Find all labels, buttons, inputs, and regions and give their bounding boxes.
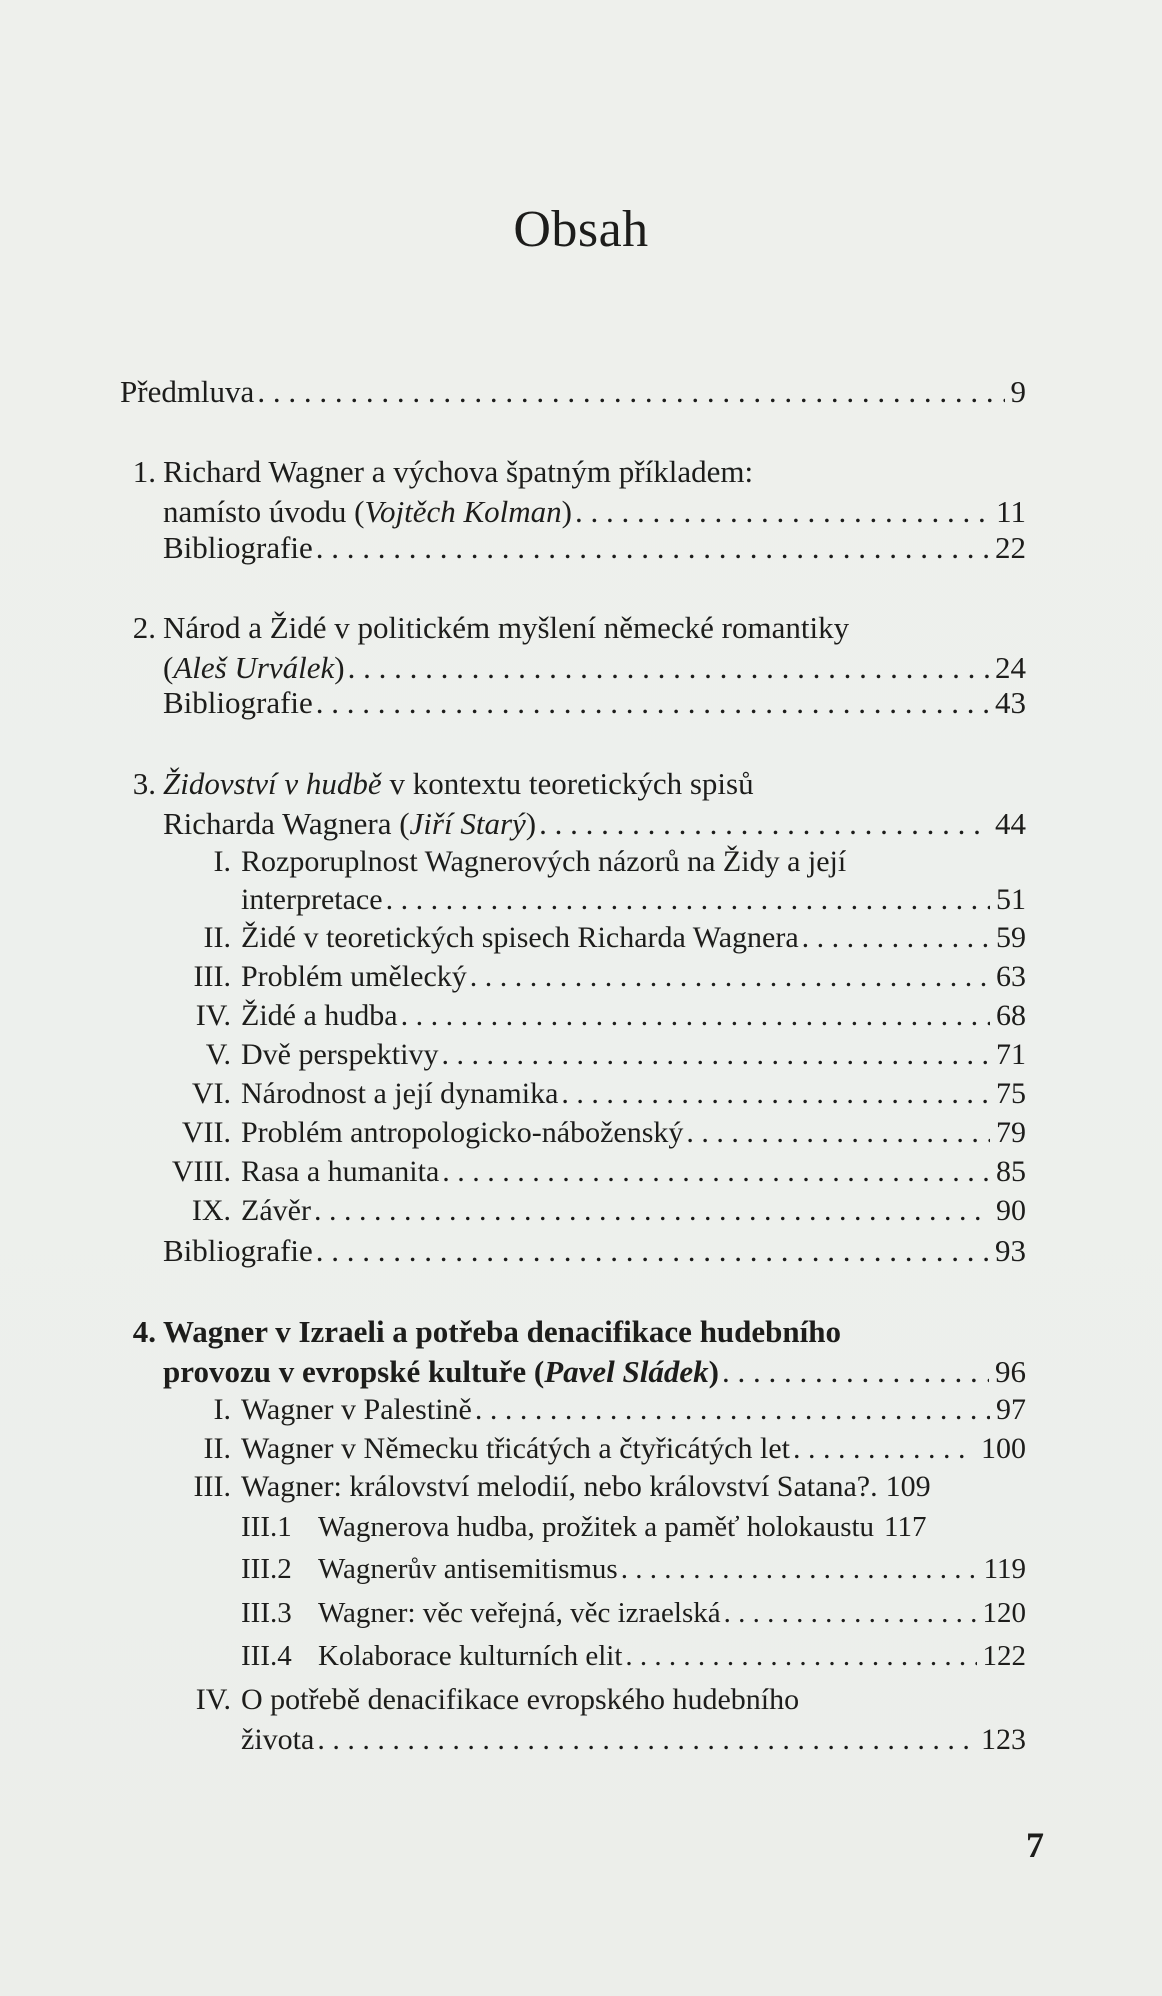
chapter-title-line: Wagner v Izraeli a potřeba denacifikace hudebního xyxy=(163,1314,842,1349)
section-number: VII. xyxy=(181,1116,231,1149)
section-number: III. xyxy=(193,1470,231,1503)
toc-entry-page: 11 xyxy=(996,494,1026,529)
toc-entry-label: Rasa a humanita xyxy=(241,1155,440,1188)
toc-entry-page: 117 xyxy=(884,1511,927,1543)
section-number: IV. xyxy=(195,999,231,1032)
toc-entry-label: Dvě perspektivy xyxy=(241,1038,439,1071)
leader-dots xyxy=(561,1074,990,1114)
toc-entry-page: 122 xyxy=(982,1640,1026,1672)
subsection-number: III.4 xyxy=(241,1640,292,1672)
section-title-line: interpretace xyxy=(241,883,383,916)
toc-entry-section xyxy=(241,1467,1026,1507)
toc-entry-page: 85 xyxy=(996,1155,1026,1188)
toc-entry-label: Wagner v Německu třicátých a čtyřicátých let xyxy=(241,1432,790,1465)
leader-dots xyxy=(625,1636,976,1676)
toc-entry-chapter-1 xyxy=(163,492,1026,532)
toc-entry-page: 96 xyxy=(995,1354,1026,1389)
chapter-title-line: Richard Wagner a výchova špatným příkladem: xyxy=(163,454,754,489)
subsection-number: III.2 xyxy=(241,1553,292,1585)
chapter-title-line xyxy=(163,648,345,688)
toc-entry-page: 59 xyxy=(996,921,1026,954)
toc-entry-label: Kolaborace kulturních elit xyxy=(318,1640,623,1672)
leader-dots xyxy=(314,1191,990,1231)
author-name: Jiří Starý xyxy=(409,806,526,841)
toc-entry-page: 71 xyxy=(996,1038,1026,1071)
toc-entry-predmluva xyxy=(120,372,1026,412)
title-text: v kontextu teoretických spisů xyxy=(381,766,754,801)
section-number: VI. xyxy=(191,1077,231,1110)
author-name: Pavel Sládek xyxy=(544,1354,709,1389)
toc-entry-page: 68 xyxy=(996,999,1026,1032)
toc-entry-label: Bibliografie xyxy=(163,1233,313,1268)
toc-entry-label: Židé v teoretických spisech Richarda Wagnera xyxy=(241,921,799,954)
chapter-number: 2. xyxy=(132,610,156,645)
author-name: Vojtěch Kolman xyxy=(364,494,562,529)
title-text: Richarda Wagnera ( xyxy=(163,806,410,841)
leader-dots xyxy=(442,1152,990,1192)
toc-entry-subsection xyxy=(318,1636,1026,1676)
toc-entry-section xyxy=(241,957,1026,997)
page-title: Obsah xyxy=(513,201,649,258)
toc-entry-section xyxy=(241,1113,1026,1153)
subsection-number: III.3 xyxy=(241,1597,292,1629)
toc-entry-section xyxy=(241,1035,1026,1075)
toc-entry-page: 24 xyxy=(995,650,1026,685)
leader-dots xyxy=(386,880,990,920)
title-text: ) xyxy=(561,494,572,529)
toc-entry-label: Wagner: věc veřejná, věc izraelská xyxy=(318,1597,721,1629)
section-number: II. xyxy=(203,1432,231,1465)
toc-entry-bibliography xyxy=(163,528,1026,568)
section-number: I. xyxy=(213,845,231,878)
toc-entry-page: 93 xyxy=(995,1233,1026,1268)
toc-entry-page: 9 xyxy=(1010,374,1026,409)
chapter-title-line xyxy=(163,492,572,532)
chapter-title-line: Národ a Židé v politickém myšlení německé romantiky xyxy=(163,610,850,645)
toc-entry-page: 100 xyxy=(981,1432,1026,1465)
leader-dots xyxy=(401,996,990,1036)
toc-entry-section xyxy=(241,880,1026,920)
toc-entry-page: 119 xyxy=(983,1553,1026,1585)
leader-dots xyxy=(317,1720,975,1760)
toc-entry-label: Židé a hudba xyxy=(241,999,398,1032)
section-number: VIII. xyxy=(171,1155,231,1188)
leader-dots xyxy=(470,957,990,997)
chapter-number: 4. xyxy=(132,1314,156,1349)
toc-entry-label: Národnost a její dynamika xyxy=(241,1077,559,1110)
title-text: provozu v evropské kultuře ( xyxy=(163,1354,545,1389)
toc-entry-bibliography xyxy=(163,683,1026,723)
toc-entry-section xyxy=(241,996,1026,1036)
leader-dots xyxy=(722,1352,989,1392)
toc-entry-subsection xyxy=(318,1507,1026,1547)
section-number: II. xyxy=(203,921,231,954)
toc-entry-page: 63 xyxy=(996,960,1026,993)
toc-entry-section xyxy=(241,1074,1026,1114)
leader-dots xyxy=(316,1231,989,1271)
toc-entry-page: 75 xyxy=(996,1077,1026,1110)
toc-entry-label: Bibliografie xyxy=(163,685,313,720)
toc-entry-label: Problém antropologicko-náboženský xyxy=(241,1116,684,1149)
section-title-line: života xyxy=(241,1723,315,1756)
subsection-number: III.1 xyxy=(241,1511,292,1543)
toc-entry-label: Předmluva xyxy=(120,374,255,409)
title-text: ) xyxy=(525,806,537,841)
toc-entry-page: 22 xyxy=(995,530,1026,565)
toc-entry-chapter-3 xyxy=(163,804,1026,844)
title-text: ( xyxy=(163,650,174,685)
toc-entry-label: Závěr xyxy=(241,1194,311,1227)
toc-entry-section xyxy=(241,1152,1026,1192)
chapter-number: 3. xyxy=(132,766,156,801)
toc-entry-section xyxy=(241,918,1026,958)
toc-entry-label: Wagner: království melodií, nebo království Satana?. xyxy=(241,1470,878,1503)
section-title-line: Rozporuplnost Wagnerových názorů na Židy a její xyxy=(241,845,847,878)
title-text: ) xyxy=(708,1354,719,1389)
leader-dots xyxy=(257,372,1004,412)
chapter-title-line xyxy=(163,764,754,804)
leader-dots xyxy=(348,648,989,688)
page-number: 7 xyxy=(1026,1825,1044,1865)
toc-entry-label: Problém umělecký xyxy=(241,960,467,993)
section-number: V. xyxy=(205,1038,231,1071)
leader-dots xyxy=(802,918,990,958)
chapter-title-line xyxy=(163,804,536,844)
section-title-line: O potřebě denacifikace evropského hudebního xyxy=(241,1683,800,1716)
toc-entry-page: 79 xyxy=(996,1116,1026,1149)
toc-entry-bibliography xyxy=(163,1231,1026,1271)
toc-entry-label: Wagner v Palestině xyxy=(241,1393,472,1426)
toc-entry-section xyxy=(241,1191,1026,1231)
toc-entry-chapter-4 xyxy=(163,1352,1026,1392)
toc-entry-label: Wagnerův antisemitismus xyxy=(318,1553,618,1585)
toc-entry-page: 120 xyxy=(982,1597,1026,1629)
leader-dots xyxy=(724,1593,977,1633)
work-title: Židovství v hudbě xyxy=(163,766,382,801)
toc-entry-subsection xyxy=(318,1549,1026,1589)
toc-entry-page: 123 xyxy=(981,1723,1026,1756)
leader-dots xyxy=(539,804,989,844)
title-text: namísto úvodu ( xyxy=(163,494,365,529)
toc-entry-label: Wagnerova hudba, prožitek a paměť holokaustu xyxy=(318,1511,875,1543)
toc-entry-page: 51 xyxy=(996,883,1026,916)
leader-dots xyxy=(316,528,989,568)
toc-entry-section xyxy=(241,1390,1026,1430)
leader-dots xyxy=(441,1035,990,1075)
leader-dots xyxy=(793,1429,975,1469)
section-number: III. xyxy=(193,960,231,993)
toc-entry-subsection xyxy=(318,1593,1026,1633)
toc-entry-section xyxy=(241,1720,1026,1760)
toc-entry-chapter-2 xyxy=(163,648,1026,688)
toc-entry-page: 43 xyxy=(995,685,1026,720)
leader-dots xyxy=(475,1390,990,1430)
toc-entry-section xyxy=(241,1429,1026,1469)
chapter-number: 1. xyxy=(132,454,156,489)
leader-dots xyxy=(575,492,990,532)
toc-entry-label: Bibliografie xyxy=(163,530,313,565)
toc-entry-page: 109 xyxy=(885,1470,931,1503)
section-number: I. xyxy=(213,1393,231,1426)
section-number: IV. xyxy=(195,1683,231,1716)
leader-dots xyxy=(316,683,989,723)
leader-dots xyxy=(621,1549,978,1589)
author-name: Aleš Urválek xyxy=(173,650,335,685)
toc-entry-page: 97 xyxy=(996,1393,1026,1426)
title-text: ) xyxy=(334,650,345,685)
toc-entry-page: 90 xyxy=(996,1194,1026,1227)
leader-dots xyxy=(686,1113,990,1153)
section-number: IX. xyxy=(191,1194,231,1227)
chapter-title-line xyxy=(163,1352,719,1392)
toc-entry-page: 44 xyxy=(995,806,1026,841)
